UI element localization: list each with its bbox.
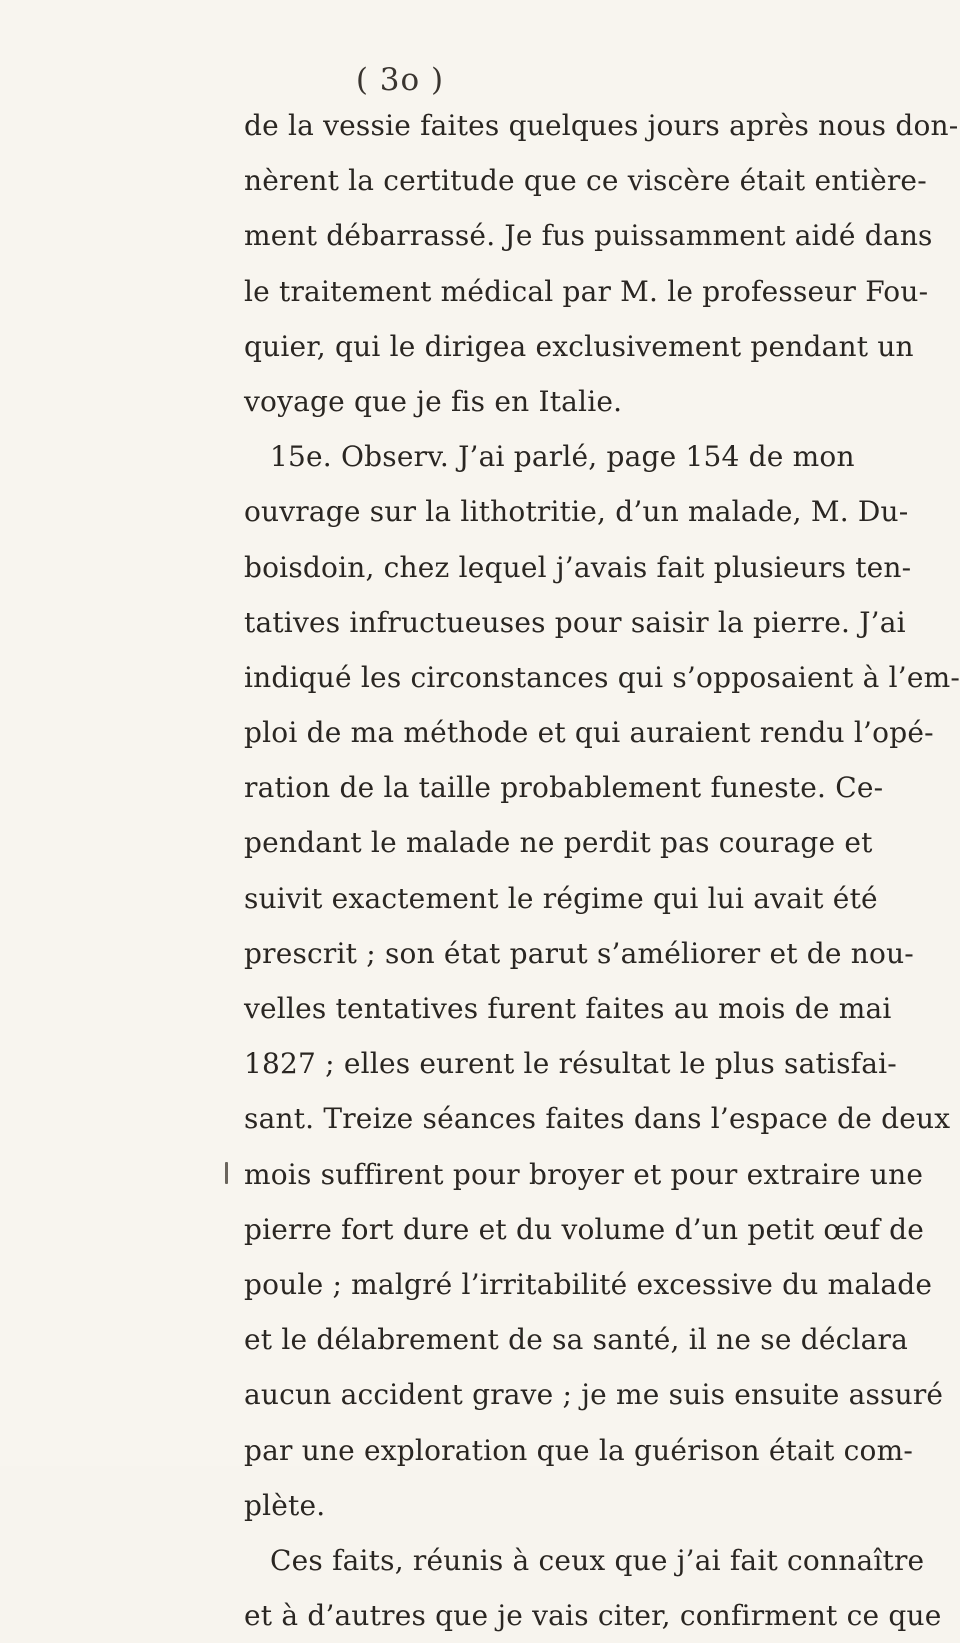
margin-mark: [225, 1162, 228, 1184]
text-line: pendant le malade ne perdit pas courage et: [244, 826, 873, 860]
text-line: nèrent la certitude que ce viscère était entière-: [244, 164, 927, 198]
text-line: ration de la taille probablement funeste. Ce-: [244, 771, 884, 805]
body-text: [244, 98, 960, 1643]
text-line: velles tentatives furent faites au mois de mai: [244, 992, 892, 1025]
text-line: poule ; malgré l’irritabilité excessive du malade: [244, 1267, 933, 1301]
text-line: plète.: [244, 1488, 326, 1522]
text-line: ment débarrassé. Je fus puissamment aidé dans: [244, 219, 933, 253]
text-line: quier, qui le dirigea exclusivement pendant un: [244, 329, 914, 363]
page-number: ( 3o ): [355, 62, 445, 98]
text-line: de la vessie faites quelques jours après nous don-: [244, 109, 959, 142]
text-line: et le délabrement de sa santé, il ne se déclara: [244, 1323, 909, 1357]
text-line: aucun accident grave ; je me suis ensuite assuré: [244, 1378, 944, 1412]
text-line: Ces faits, réunis à ceux que j’ai fait connaître: [270, 1543, 925, 1577]
text-line: ouvrage sur la lithotritie, d’un malade, M. Du-: [244, 495, 909, 529]
text-line: pierre fort dure et du volume d’un petit œuf de: [244, 1212, 925, 1246]
text-line: ploi de ma méthode et qui auraient rendu l’opé-: [244, 716, 934, 750]
text-line: prescrit ; son état parut s’améliorer et de nou-: [244, 936, 914, 970]
text-line: par une exploration que la guérison était com-: [244, 1433, 913, 1467]
text-line: voyage que je fis en Italie.: [244, 384, 623, 418]
text-line: et à d’autres que je vais citer, confirment ce que: [244, 1599, 942, 1633]
text-line: le traitement médical par M. le professeur Fou-: [244, 274, 929, 308]
text-line: tatives infructueuses pour saisir la pierre. J’ai: [244, 605, 906, 639]
text-line: 15e. Observ. J’ai parlé, page 154 de mon: [270, 440, 855, 474]
text-line: sant. Treize séances faites dans l’espace de deux: [244, 1102, 951, 1136]
text-line: 1827 ; elles eurent le résultat le plus satisfai-: [244, 1047, 897, 1081]
text-line: mois suffirent pour broyer et pour extraire une: [244, 1157, 924, 1191]
text-line: suivit exactement le régime qui lui avait été: [244, 881, 878, 915]
text-line: indiqué les circonstances qui s’opposaient à l’em-: [244, 660, 960, 694]
text-line: boisdoin, chez lequel j’avais fait plusieurs ten-: [244, 550, 912, 584]
